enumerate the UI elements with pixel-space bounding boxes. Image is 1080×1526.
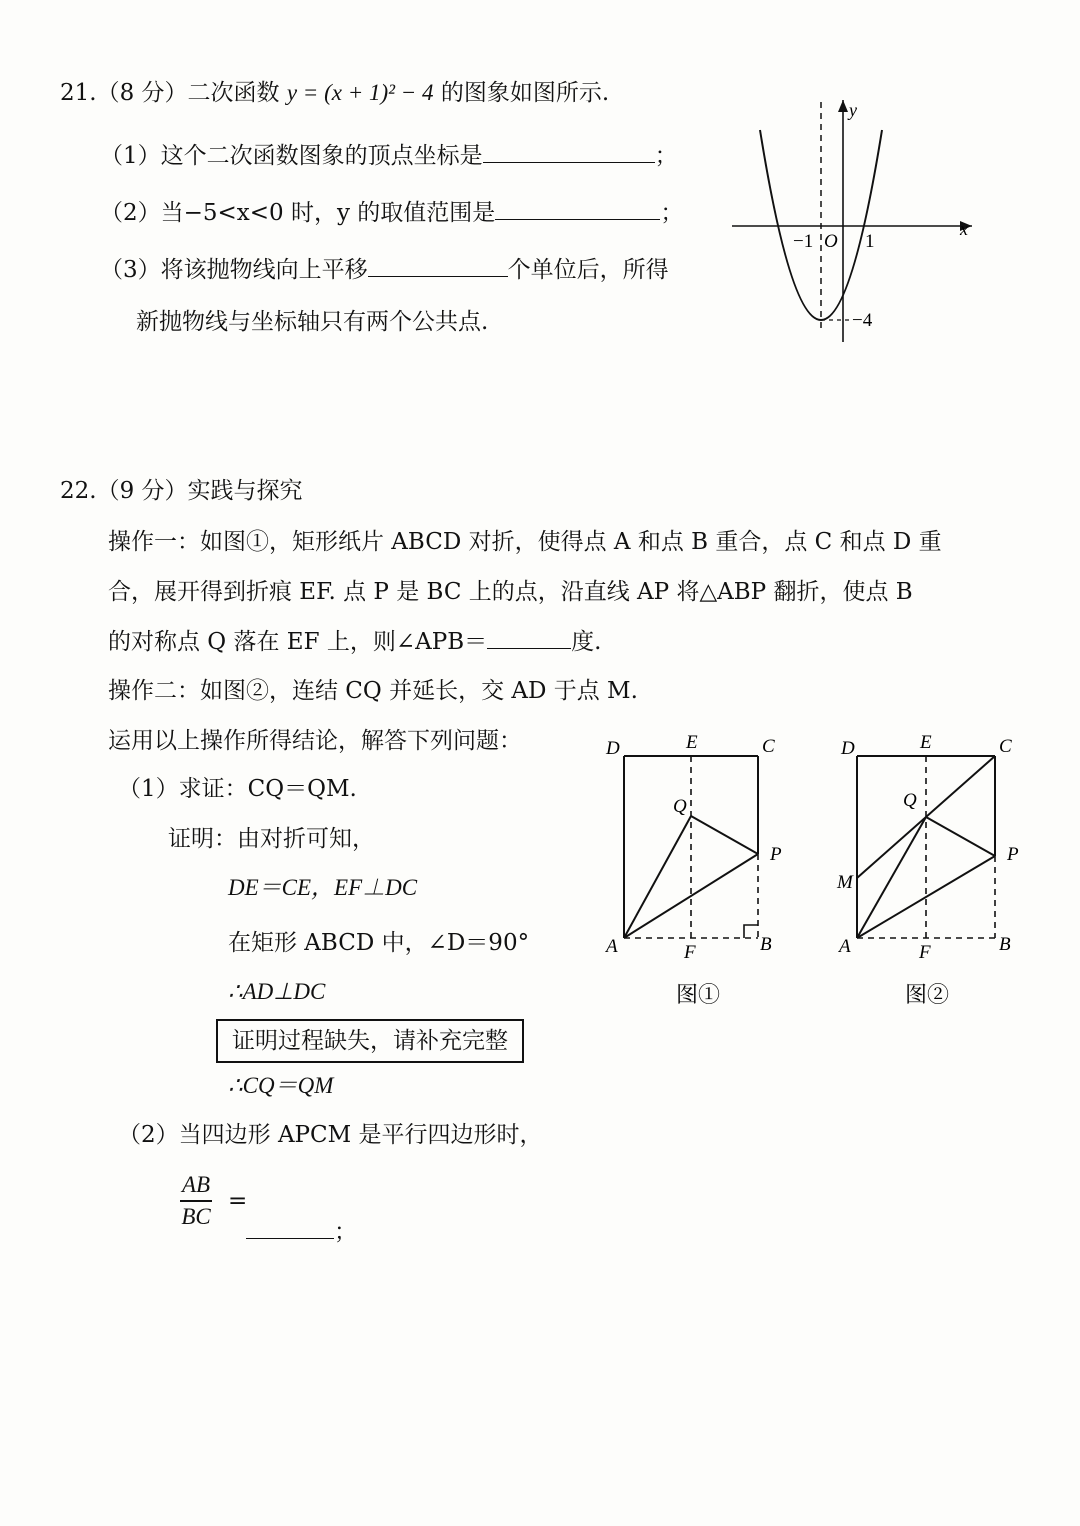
q22-title: 实践与探究 — [187, 478, 303, 504]
q21-parabola-graph — [720, 92, 980, 352]
q21-formula: y = (x + 1)² − 4 — [286, 80, 434, 105]
fig2-label-E: E — [920, 732, 932, 753]
q21-part1 — [100, 140, 678, 171]
q21-part1-blank[interactable] — [483, 140, 655, 163]
x-axis-label: x — [960, 219, 968, 239]
tick-neg1: −1 — [793, 231, 814, 252]
fig2-segment-AQ — [857, 817, 926, 938]
fig1-label-D: D — [606, 738, 620, 759]
q22-op2: 操作二：如图②，连结 CQ 并延长，交 AD 于点 M. — [108, 678, 638, 704]
fig2-label-Q: Q — [903, 790, 917, 811]
q22-angle-blank[interactable] — [487, 626, 571, 649]
q21-part2-blank[interactable] — [495, 197, 660, 220]
proof-line2: 在矩形 ABCD 中，∠D＝90° — [228, 930, 530, 956]
y-axis-label: y — [849, 100, 857, 120]
fig2-label-B: B — [999, 934, 1011, 955]
fig2-label-M: M — [837, 872, 853, 893]
fig2-label-D: D — [841, 738, 855, 759]
fig1-segment-AQ — [624, 816, 691, 938]
q22-op1-line1: 操作一：如图①，矩形纸片 ABCD 对折，使得点 A 和点 B 重合，点 C 和点 D 重 — [108, 529, 942, 555]
q21-stem-a: 二次函数 — [187, 80, 280, 106]
q21-part2 — [100, 197, 683, 228]
proof-line3: ∴AD⊥DC — [228, 979, 326, 1004]
fig1-label-C: C — [762, 736, 775, 757]
proof-conclusion: ∴CQ＝QM — [228, 1073, 334, 1098]
missing-proof-box: 证明过程缺失，请补充完整 — [216, 1019, 524, 1063]
fig2-segment-QP — [926, 817, 995, 856]
fig1-right-angle-mark — [744, 925, 758, 938]
q22-op1-line2: 合，展开得到折痕 EF. 点 P 是 BC 上的点，沿直线 AP 将△ABP 翻折，使点 B — [108, 579, 913, 605]
tick-1: 1 — [865, 231, 875, 252]
fraction-denominator: BC — [181, 1204, 211, 1229]
q21-part3-line2: 新抛物线与坐标轴只有两个公共点. — [136, 309, 489, 335]
y-axis-arrow — [838, 100, 848, 112]
fig1-label-F: F — [684, 942, 696, 963]
q21-header — [60, 78, 609, 108]
fig1-label-P: P — [770, 844, 782, 865]
q21-part3-label: （3）将该抛物线向上平移 — [100, 257, 368, 283]
ratio-fraction — [180, 1170, 212, 1232]
proof-intro: 证明：由对折可知， — [168, 826, 375, 852]
q22-use: 运用以上操作所得结论，解答下列问题： — [108, 728, 522, 754]
fig2-label-F: F — [919, 942, 931, 963]
q22-part2-answer — [246, 1216, 357, 1247]
q21-part1-end: ； — [654, 143, 678, 169]
fig1-label-E: E — [686, 732, 698, 753]
fraction-numerator: AB — [180, 1170, 212, 1202]
q21-part2-label: （2）当−5<x<0 时，y 的取值范围是 — [100, 200, 496, 226]
q21-score: （8 分） — [96, 80, 188, 106]
q22-part1: （1）求证：CQ＝QM. — [118, 776, 357, 802]
tick-neg4: −4 — [852, 310, 873, 331]
figure-1 — [600, 730, 810, 1020]
q22-score: （9 分） — [96, 478, 188, 504]
ratio-blank[interactable] — [246, 1216, 334, 1239]
q21-part3 — [100, 254, 669, 285]
figure-2 — [833, 730, 1043, 1020]
fig1-segment-QP — [691, 816, 758, 854]
q22-op1-line3 — [108, 626, 601, 657]
q22-number: 22. — [60, 478, 97, 504]
fig2-caption: 图② — [905, 983, 950, 1008]
equals-sign: = — [228, 1188, 248, 1214]
q22-op1-line3b: 度. — [571, 629, 602, 655]
q21-part2-end: ； — [660, 200, 684, 226]
q21-number: 21. — [60, 80, 97, 106]
fig1-label-A: A — [606, 936, 618, 957]
q22-part2-end: ； — [334, 1219, 357, 1245]
q21-part3-mid: 个单位后，所得 — [507, 257, 669, 283]
fig1-label-Q: Q — [673, 796, 687, 817]
q22-header — [60, 476, 303, 506]
q21-part1-label: （1）这个二次函数图象的顶点坐标是 — [100, 143, 483, 169]
fig1-label-B: B — [760, 934, 772, 955]
fig1-caption: 图① — [676, 983, 721, 1008]
q21-part3-blank[interactable] — [368, 254, 508, 277]
fig2-label-A: A — [839, 936, 851, 957]
fig2-label-C: C — [999, 736, 1012, 757]
fig2-label-P: P — [1007, 844, 1019, 865]
q21-stem-b: 的图象如图所示. — [440, 80, 610, 106]
proof-line1: DE＝CE，EF⊥DC — [228, 875, 418, 900]
q22-op1-line3a: 的对称点 Q 落在 EF 上，则∠APB＝ — [108, 629, 488, 655]
q22-part2: （2）当四边形 APCM 是平行四边形时， — [118, 1122, 543, 1148]
origin-label: O — [824, 231, 838, 252]
